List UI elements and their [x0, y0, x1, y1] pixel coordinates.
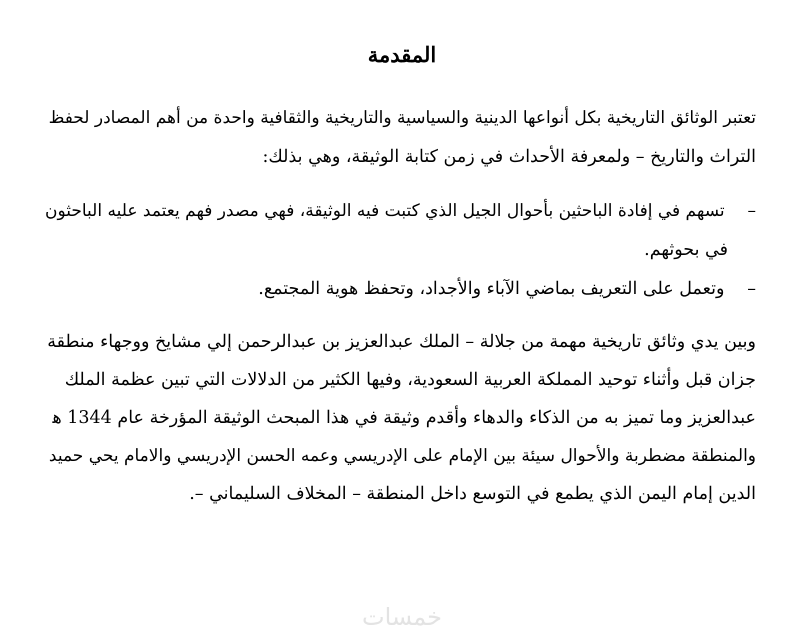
bullet-1 — [45, 199, 756, 223]
paragraph2-line-1: وبين يدي وثائق تاريخية مهمة من جلالة – الملك عبدالعزيز بن عبدالرحمن إلي مشايخ ووجهاء منطقة — [47, 332, 756, 352]
bullet-1-line-1: تسهم في إفادة الباحثين بأحوال الجيل الذي كتبت فيه الوثيقة، فهي مصدر فهم يعتمد عليه الباحثون — [44, 201, 725, 221]
paragraph1-line-2: التراث والتاريخ – ولمعرفة الأحداث في زمن كتابة الوثيقة، وهي بذلك: — [262, 147, 756, 167]
paragraph2-line-2: جزان قبل وأثناء توحيد المملكة العربية السعودية، وفيها الكثير من الدلالات التي تبين عظمة الملك — [64, 370, 756, 390]
watermark-logo: خمسات — [361, 603, 443, 631]
bullet-dash: – — [747, 279, 756, 299]
paragraph2-line-5: الدين إمام اليمن الذي يطمع في التوسع داخل المنطقة – المخلاف السليماني –. — [189, 484, 756, 504]
paragraph2-line-3: عبدالعزيز وما تميز به من الذكاء والدهاء وأقدم وثيقة في هذا المبحث الوثيقة المؤرخة عام 1344 ﻫ — [52, 408, 756, 428]
bullet-2 — [258, 277, 756, 301]
paragraph1-line-1: تعتبر الوثائق التاريخية بكل أنواعها الدينية والسياسية والتاريخية والثقافية واحدة من أهم المصادر لحفظ — [48, 108, 756, 128]
bullet-2-line-1: وتعمل على التعريف بماضي الآباء والأجداد، وتحفظ هوية المجتمع. — [258, 279, 725, 299]
bullet-1-line-2: في بحوثهم. — [644, 240, 728, 260]
bullet-dash: – — [747, 201, 756, 221]
paragraph2-line-4: والمنطقة مضطربة والأحوال سيئة بين الإمام على الإدريسي وعمه الحسن الإدريسي والامام يحي حميد — [48, 446, 756, 466]
document-title: المقدمة — [367, 42, 437, 67]
